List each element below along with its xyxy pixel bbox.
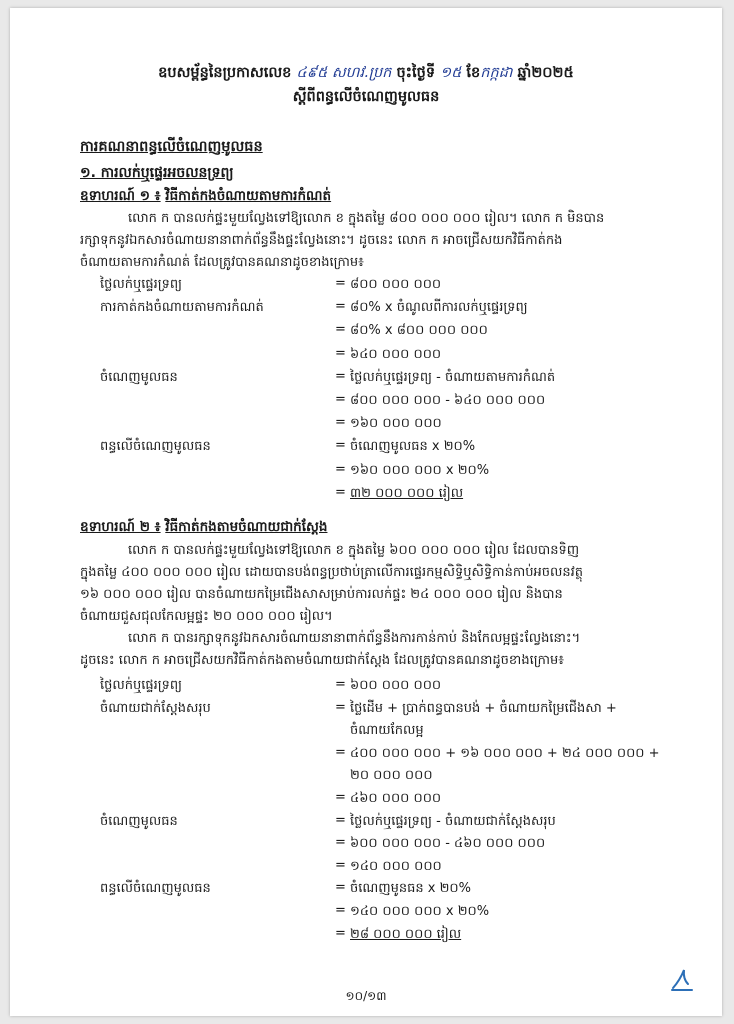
day-value: ១៥: [440, 65, 462, 81]
calc-value: ៦០០ ០០០ ០០០: [350, 678, 442, 693]
calc-value: ៦៤០ ០០០ ០០០: [350, 346, 442, 362]
equals-sign: =: [335, 744, 346, 760]
annex-subject: ស្តីពីពន្ធលើចំណេញមូលធន: [292, 89, 440, 105]
example1-line-3: ចំណាយតាមការកំណត់ ដែលត្រូវបានគណនាដូចខាងក្រោម៖: [80, 255, 364, 270]
equals-sign: =: [335, 392, 346, 407]
example2-title: [80, 518, 327, 538]
example1-line-1: លោក ក បានលក់ផ្ទះមួយល្វែងទៅឱ្យលោក ខ ក្នុងតម្លៃ ៨០០ ០០០ ០០០ រៀល។ លោក ក មិនបាន: [128, 211, 605, 226]
calc-label: ពន្ធលើចំណេញមូលធន: [100, 439, 211, 455]
example2-line-4: ចំណាយជួសជុលកែលម្អផ្ទះ ២០ ០០០ ០០០ រៀល។: [80, 609, 333, 624]
annex-prefix: ឧបសម្ព័ន្ធនៃប្រកាសលេខ: [158, 65, 292, 81]
calc-value: ចំណាយកែលម្អ: [350, 723, 424, 739]
document-page: [10, 8, 722, 1016]
equals-sign: =: [335, 903, 346, 918]
calc-label: ពន្ធលើចំណេញមូលធន: [100, 881, 211, 897]
calc-value: ថ្លៃដើម + ប្រាក់ពន្ធបានបង់ + ចំណាយកម្រៃជើងសា +: [350, 700, 617, 716]
equals-sign: =: [335, 368, 346, 384]
dated-label: ចុះថ្ងៃទី: [396, 65, 436, 81]
final-tax-value: ៣២ ០០០ ០០០ រៀល: [350, 485, 464, 501]
calc-value: ៤០០ ០០០ ០០០ + ១៦ ០០០ ០០០ + ២៤ ០០០ ០០០ +: [350, 745, 660, 761]
final-tax-value: ២៨ ០០០ ០០០ រៀល: [350, 926, 462, 942]
equals-sign: =: [335, 835, 346, 851]
calc-label: ចំណាយជាក់ស្តែងសរុប: [100, 700, 211, 716]
calc-label: ថ្លៃលក់ឬផ្ទេរទ្រព្យ: [100, 678, 183, 693]
calc-value: ថ្លៃលក់ឬផ្ទេរទ្រព្យ - ចំណាយតាមការកំណត់: [350, 369, 556, 385]
example1-prefix: ឧទាហរណ៍ ១ ៖: [80, 188, 161, 204]
calc-value: ១៤០ ០០០ ០០០: [350, 858, 442, 874]
example1-line-2: រក្សាទុកនូវឯកសារចំណាយនានាពាក់ព័ន្ធនឹងផ្ទះល្វែងនោះ។ ដូចនេះ លោក ក អាចជ្រើសយកវិធីកាត់កង: [80, 233, 563, 248]
calc-label: ចំណេញមូលធន: [100, 369, 178, 385]
example2-line-2: ក្នុងតម្លៃ ៤០០ ០០០ ០០០ រៀល ដោយបានបង់ពន្ធប្រថាប់ត្រាលើការផ្ទេរកម្មសិទ្ធិឬសិទ្ធិកាន់កាប់អចលនវត្ថុ: [80, 565, 583, 580]
calc-value: ចំណេញមូនធន x ២០%: [350, 881, 471, 897]
calc-value: ៨០% x ចំណូលពីការលក់ឬផ្ទេរទ្រព្យ: [350, 300, 528, 316]
equals-sign: =: [335, 857, 346, 873]
calc-value: ៦០០ ០០០ ០០០ - ៤៦០ ០០០ ០០០: [350, 836, 546, 852]
equals-sign: =: [335, 790, 346, 805]
equals-sign: =: [335, 345, 346, 361]
prakas-number: ៤៩៥ សហវ.ប្រក: [296, 65, 392, 81]
example2-heading: វិធីកាត់កងតាមចំណាយជាក់ស្តែង: [165, 519, 328, 535]
calc-value: ២០ ០០០ ០០០: [350, 768, 433, 784]
annex-header: [10, 64, 722, 85]
example2-paragraph-1: [80, 540, 670, 628]
equals-sign: =: [335, 880, 346, 896]
section-title: ការគណនាពន្ធលើចំណេញមូលធន: [80, 139, 263, 155]
equals-sign: =: [335, 438, 346, 454]
equals-sign: =: [335, 299, 346, 315]
equals-sign: =: [335, 699, 346, 715]
example2-paragraph-2: [80, 628, 670, 672]
calc-value: ចំណេញមូលធន x ២០%: [350, 439, 476, 455]
equals-sign: =: [335, 812, 346, 828]
year-value: ឆ្នាំ២០២៥: [517, 65, 574, 81]
example2-line-5: លោក ក បានរក្សាទុកនូវឯកសារចំណាយនានាពាក់ព័ន្ធនឹងការកាន់កាប់ និងកែលម្អផ្ទះល្វែងនោះ។: [128, 631, 581, 646]
calc-label: ចំណេញមូលធន: [100, 813, 178, 829]
equals-sign: =: [335, 276, 346, 291]
corner-mark-icon: [670, 966, 694, 996]
calc-value: ៨០០ ០០០ ០០០: [350, 277, 442, 292]
example2-line-6: ដូចនេះ លោក ក អាចជ្រើសយកវិធីកាត់កងតាមចំណាយជាក់ស្តែង ដែលត្រូវបានគណនាដូចខាងក្រោម៖: [80, 653, 564, 668]
example1-heading: វិធីកាត់កងចំណាយតាមការកំណត់: [165, 188, 332, 204]
equals-sign: =: [335, 677, 346, 692]
example1-paragraph: [80, 208, 670, 274]
calc-value: ១៦០ ០០០ ០០០ x ២០%: [350, 462, 490, 478]
page-number: ១០/១៣: [345, 989, 387, 1003]
calc-value: ៤៦០ ០០០ ០០០: [350, 791, 442, 806]
example1-title: [80, 187, 331, 207]
equals-sign: =: [335, 461, 346, 477]
calc-label: ថ្លៃលក់ឬផ្ទេរទ្រព្យ: [100, 277, 183, 292]
equals-sign: =: [335, 484, 346, 500]
calc-value: ១៦០ ០០០ ០០០: [350, 416, 442, 432]
calc-label: ការកាត់កងចំណាយតាមការកំណត់: [100, 300, 264, 316]
calc-value: ៨០០ ០០០ ០០០ - ៦៤០ ០០០ ០០០: [350, 393, 546, 408]
example2-prefix: ឧទាហរណ៍ ២ ៖: [80, 519, 161, 535]
equals-sign: =: [335, 322, 346, 338]
calc-value: ១៤០ ០០០ ០០០ x ២០%: [350, 904, 490, 919]
month-label: ខែ: [466, 65, 481, 81]
equals-sign: =: [335, 415, 346, 431]
calc-value: ថ្លៃលក់ឬផ្ទេរទ្រព្យ - ចំណាយជាក់ស្តែងសរុប: [350, 813, 556, 829]
subsection-title: ១. ការលក់ឬផ្ទេរអចលនទ្រព្យ: [80, 165, 234, 181]
example2-line-3: ១៦ ០០០ ០០០ រៀល បានចំណាយកម្រៃជើងសាសម្រាប់ការលក់ផ្ទះ ២៤ ០០០ ០០០ រៀល និងបាន: [80, 587, 563, 602]
month-value: កក្កដា: [480, 65, 513, 81]
example2-line-1: លោក ក បានលក់ផ្ទះមួយល្វែងទៅឱ្យលោក ខ ក្នុងតម្លៃ ៦០០ ០០០ ០០០ រៀល ដែលបានទិញ: [128, 543, 580, 558]
equals-sign: =: [335, 925, 346, 941]
calc-value: ៨០% x ៨០០ ០០០ ០០០: [350, 323, 488, 339]
